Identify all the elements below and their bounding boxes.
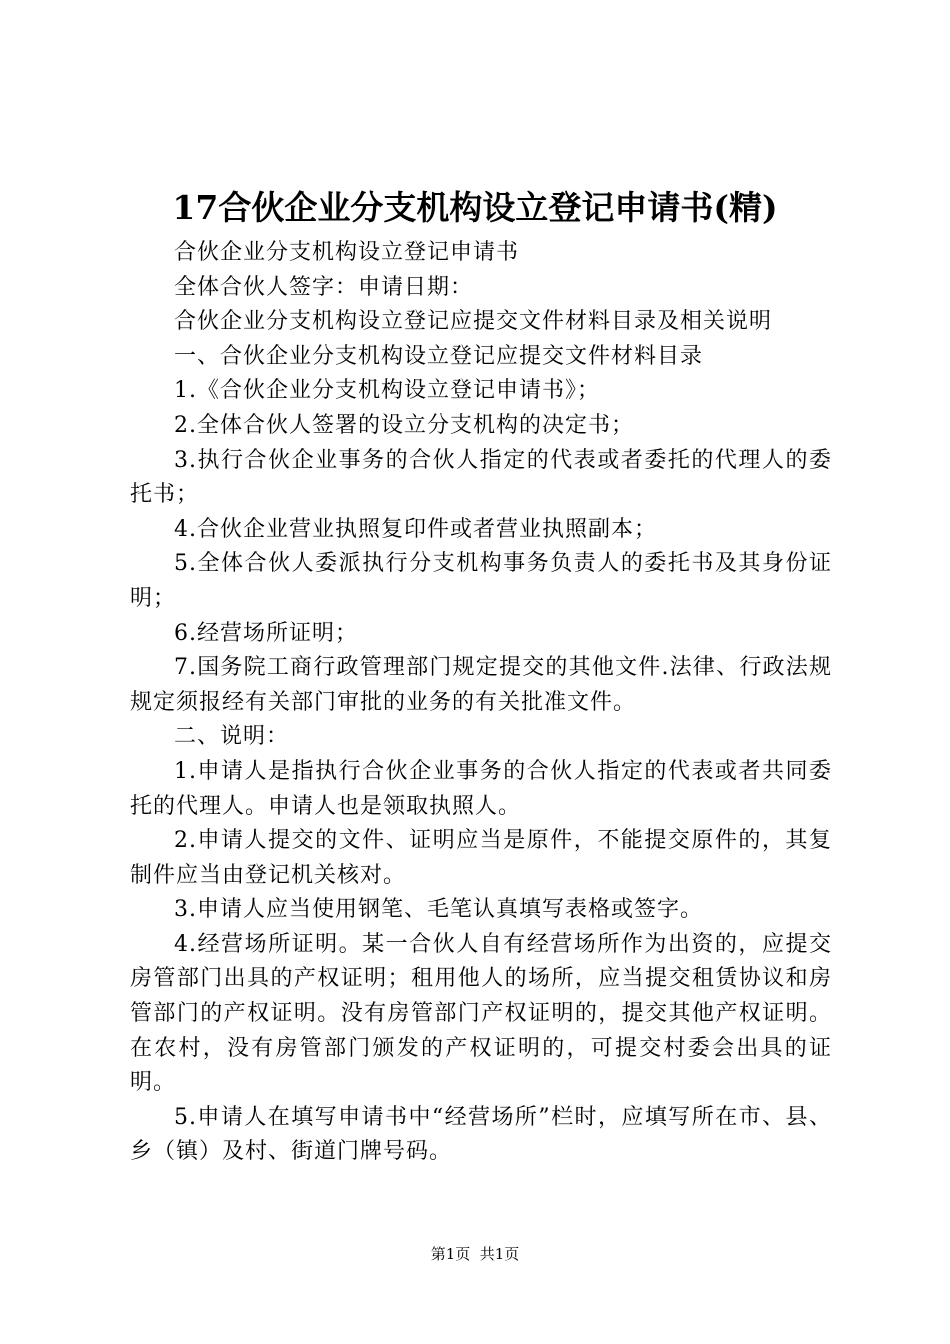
list-item-material-6: 6.经营场所证明；	[174, 620, 358, 646]
list-item-material-4: 4.合伙企业营业执照复印件或者营业执照副本；	[174, 516, 657, 542]
list-item-note-2: 2.申请人提交的文件、证明应当是原件，不能提交原件的，其复制件应当由登记机关核对。	[130, 828, 832, 888]
paragraph-materials-heading: 合伙企业分支机构设立登记应提交文件材料目录及相关说明	[174, 309, 773, 335]
section-heading-notes: 二、说明：	[174, 724, 290, 750]
list-item-note-5: 5.申请人在填写申请书中“经营场所”栏时，应填写所在市、县、乡（镇）及村、街道门牌号码。	[130, 1104, 832, 1165]
paragraph-signature-date: 全体合伙人签字：申请日期：	[174, 274, 474, 300]
document-body	[130, 236, 832, 1170]
list-item-note-3: 3.申请人应当使用钢笔、毛笔认真填写表格或签字。	[174, 897, 703, 923]
list-item-material-3: 3.执行合伙企业事务的合伙人指定的代表或者委托的代理人的委托书；	[130, 447, 832, 508]
list-item-note-1: 1.申请人是指执行合伙企业事务的合伙人指定的代表或者共同委托的代理人。申请人也是领取执照人。	[130, 758, 832, 819]
section-heading-materials: 一、合伙企业分支机构设立登记应提交文件材料目录	[174, 343, 704, 369]
paragraph-form-name: 合伙企业分支机构设立登记申请书	[174, 240, 520, 265]
list-item-material-1: 1.《合伙企业分支机构设立登记申请书》；	[174, 378, 600, 404]
list-item-material-2: 2.全体合伙人签署的设立分支机构的决定书；	[174, 412, 634, 438]
list-item-material-7: 7.国务院工商行政管理部门规定提交的其他文件.法律、行政法规规定须报经有关部门审批的业务的有关批准文件。	[130, 655, 832, 715]
list-item-material-5: 5.全体合伙人委派执行分支机构事务负责人的委托书及其身份证明；	[130, 551, 832, 611]
page-footer: 第1页 共1页	[430, 1245, 520, 1263]
list-item-note-4: 4.经营场所证明。某一合伙人自有经营场所作为出资的，应提交房管部门出具的产权证明；租用他人的场所，应当提交租赁协议和房管部门的产权证明。没有房管部门产权证明的，提交其他产权证明。在农村，没有房管部门颁发的产权证明的，可提交村委会出具的证明。	[130, 931, 832, 1096]
document-title: 17合伙企业分支机构设立登记申请书(精)	[172, 188, 778, 227]
